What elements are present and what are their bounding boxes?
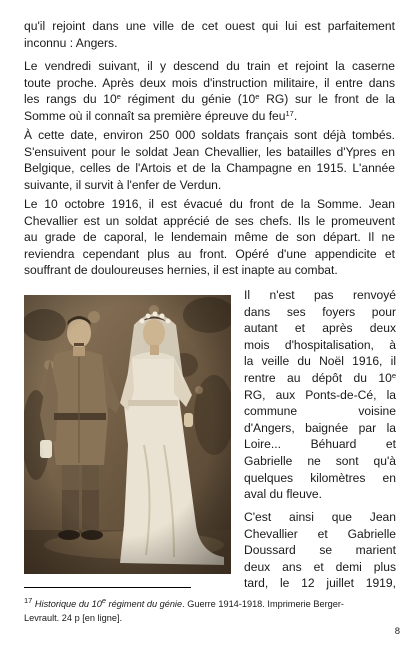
- text-line: Doussard se marient: [244, 543, 396, 558]
- paragraph-4: [24, 196, 395, 279]
- text-line: À cette date, environ 250 000 soldats français sont déjà tombés.: [24, 128, 395, 142]
- text-line: autant et après deux: [244, 321, 396, 336]
- footnote-text: . Guerre 1914-1918. Imprimerie Berger-: [182, 599, 344, 609]
- text-line: qu'il rejoint dans une ville de cet ouest qui lui est parfaitement: [24, 19, 395, 33]
- footnote-mark: 17: [24, 596, 33, 605]
- text-line: Chevallier est un soldat apprécié de ses chefs. Ils le promeuvent: [24, 213, 395, 228]
- page-number: 8: [394, 626, 400, 637]
- text-line: Somme où il connaît sa première épreuve du feu$^{17}$.: [24, 108, 298, 123]
- footnote-text: Levrault. 24 p [en ligne].: [24, 612, 123, 623]
- text-line: rentre au dépôt du 10e: [244, 370, 396, 385]
- text-line: deux ans et demi plus: [244, 559, 396, 574]
- paragraph-3: [24, 127, 395, 193]
- text-line: Gabrielle ne sont qu'à: [244, 453, 396, 468]
- text-line: toute proche. Après deux mois d'instruction militaire, il entre dans: [24, 75, 395, 90]
- text-line: quelques kilomètres en: [244, 470, 396, 485]
- text-line: S'ensuivent pour le soldat Jean Chevallier, les batailles d'Ypres en: [24, 144, 395, 159]
- text-line: la veille du Noël 1916, il: [244, 354, 396, 369]
- text-line: suivante, il survit à l'enfer de Verdun.: [24, 177, 222, 192]
- paragraph-5: [244, 287, 396, 503]
- text-line: Chevallier et Gabrielle: [244, 526, 396, 541]
- footnote-ref[interactable]: 17: [285, 108, 294, 118]
- text-line: Le 10 octobre 1916, il est évacué du front de la Somme. Jean: [24, 197, 395, 211]
- paragraph-1: [24, 18, 395, 51]
- footnote-divider: [24, 587, 191, 588]
- text-line: d'Angers, baignée par la: [244, 420, 396, 435]
- text-line: aval du fleuve.: [244, 487, 322, 502]
- text-line: Le vendredi suivant, il y descend du train et rejoint la caserne: [24, 59, 395, 73]
- wedding-photograph: [24, 295, 231, 574]
- text-line: les rangs du 10e régiment du génie (10e RG) sur le front de la: [24, 92, 396, 107]
- footnote: [24, 598, 396, 625]
- text-line: dans ses foyers pour: [244, 304, 396, 319]
- paragraph-6: [244, 509, 396, 592]
- text-line: C'est ainsi que Jean: [244, 510, 396, 524]
- paragraph-2: [24, 58, 395, 124]
- text-line: mois d'hospitalisation, à: [244, 337, 396, 352]
- text-line: commune voisine: [244, 404, 396, 419]
- text-line: RG, aux Ponts-de-Cé, la: [244, 387, 396, 402]
- text-line: inconnu : Angers.: [24, 35, 118, 50]
- text-line: Belgique, celles de l'Artois et de la Champagne en 1915. L'année: [24, 161, 395, 176]
- text-line: au grade de caporal, le lendemain même de son départ. Il ne: [24, 230, 395, 245]
- footnote-title: Historique du 10e régiment du génie: [34, 596, 183, 609]
- text-line: tard, le 12 juillet 1919,: [244, 576, 396, 591]
- text-line: Il n'est pas renvoyé: [244, 288, 396, 302]
- text-line: Loire... Béhuard et: [244, 437, 396, 452]
- text-line: reviendra cependant plus au front. Opéré d'une appendicite et: [24, 246, 395, 261]
- text-line: souffrant de douloureuses hernies, il est inapte au combat.: [24, 263, 338, 278]
